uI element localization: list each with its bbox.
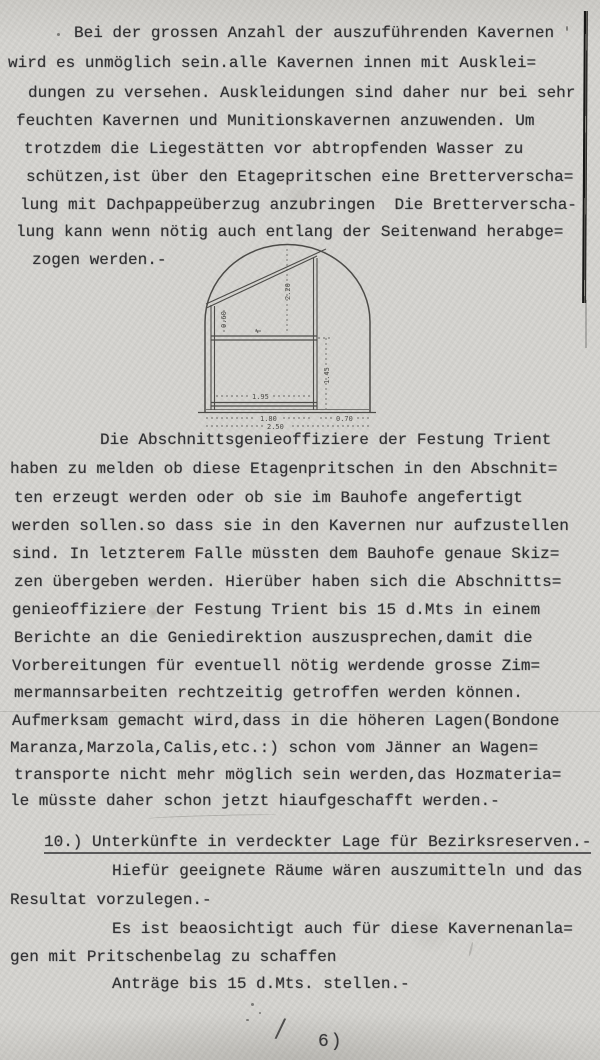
text-line: sind. In letzterem Falle müssten dem Bauhofe genaue Skiz=: [12, 545, 560, 563]
ink-speck: [566, 26, 568, 31]
text-line: Vorbereitungen für eventuell nötig werdende grosse Zim=: [12, 657, 541, 675]
cavern-cross-section-diagram: [150, 233, 400, 438]
ink-speck: [251, 1003, 254, 1006]
text-line: genieoffiziere der Festung Trient bis 15 d.Mts in einem: [12, 601, 541, 619]
text-line: lung kann wenn nötig auch entlang der Seitenwand herabge=: [16, 223, 564, 241]
dim-label-total-width: 2.50: [267, 423, 284, 431]
page-edge-line: [582, 11, 588, 303]
board-roof: [206, 249, 326, 308]
page-number: 6): [318, 1032, 344, 1052]
dim-label-center-height: 2.20: [284, 283, 292, 300]
text-line: wird es unmöglich sein.alle Kavernen innen mit Ausklei=: [8, 54, 537, 72]
dim-label-right-height: 1.45: [323, 367, 331, 384]
text-line: ten erzeugt werden oder ob sie im Bauhofe angefertigt: [14, 489, 523, 507]
dim-label-inner-width: 1.95: [252, 393, 269, 401]
ink-speck: [57, 33, 60, 36]
text-line: Die Abschnittsgenieoffiziere der Festung Trient: [100, 431, 552, 449]
text-line: dungen zu versehen. Auskleidungen sind daher nur bei sehr: [28, 84, 576, 102]
page-edge-line-faint: [585, 300, 587, 348]
text-line: Bei der grossen Anzahl der auszuführenden Kavernen: [74, 24, 555, 42]
lower-bunk: [211, 403, 317, 407]
section-heading: 10.) Unterkünfte in verdeckter Lage für Bezirksreserven.-: [44, 833, 591, 854]
text-line: Resultat vorzulegen.-: [10, 891, 212, 909]
ink-smudge: [148, 813, 278, 820]
ink-speck: [468, 942, 473, 956]
scan-artifact-line: [0, 711, 600, 712]
text-line: gen mit Pritschenbelag zu schaffen: [10, 948, 337, 966]
text-line: mermannsarbeiten rechtzeitig getroffen werden können.: [14, 684, 523, 702]
text-line: transporte nicht mehr möglich sein werden,das Hozmateria=: [14, 766, 562, 784]
ink-speck: [259, 1012, 261, 1014]
text-line: le müsste daher schon jetzt hiaufgeschafft werden.-: [10, 792, 500, 810]
right-post: [314, 258, 318, 410]
text-line: Maranza,Marzola,Calis,etc.:) schon vom Jänner an Wagen=: [10, 739, 539, 757]
text-line: Es ist beaosichtigt auch für diese Kavernenanla=: [112, 920, 573, 938]
dim-label-aisle-width: 0.70: [336, 415, 353, 423]
upper-bunk: [211, 336, 317, 340]
bunk-tick-mark: [255, 329, 261, 333]
text-line: Hiefür geeignete Räume wären auszumitteln und das: [112, 862, 583, 880]
text-line: zogen werden.-: [32, 251, 167, 269]
text-line: zen übergeben werden. Hierüber haben sich die Abschnitts=: [14, 573, 562, 591]
handwritten-slash: /: [273, 1013, 287, 1045]
dim-label-bunk-width: 1.80: [260, 415, 277, 423]
text-line: trotzdem die Liegestätten vor abtropfenden Wasser zu: [24, 140, 524, 158]
text-line: schützen,ist über den Etagepritschen eine Bretterverscha=: [26, 168, 574, 186]
text-line: haben zu melden ob diese Etagenpritschen in den Abschnit=: [10, 460, 558, 478]
ink-speck: [246, 1019, 249, 1021]
text-line: werden sollen.so dass sie in den Kavernen nur aufzustellen: [12, 517, 569, 535]
left-post: [211, 305, 215, 410]
text-line: Anträge bis 15 d.Mts. stellen.-: [112, 975, 410, 993]
text-line: Aufmerksam gemacht wird,dass in die höheren Lagen(Bondone: [12, 712, 560, 730]
dim-label-roof-height: 0.60: [220, 311, 228, 328]
text-line: feuchten Kavernen und Munitionskavernen anzuwenden. Um: [16, 112, 535, 130]
text-line: lung mit Dachpappeüberzug anzubringen Die Bretterverscha-: [20, 196, 577, 214]
text-line: Berichte an die Geniedirektion auszusprechen,damit die: [14, 629, 533, 647]
